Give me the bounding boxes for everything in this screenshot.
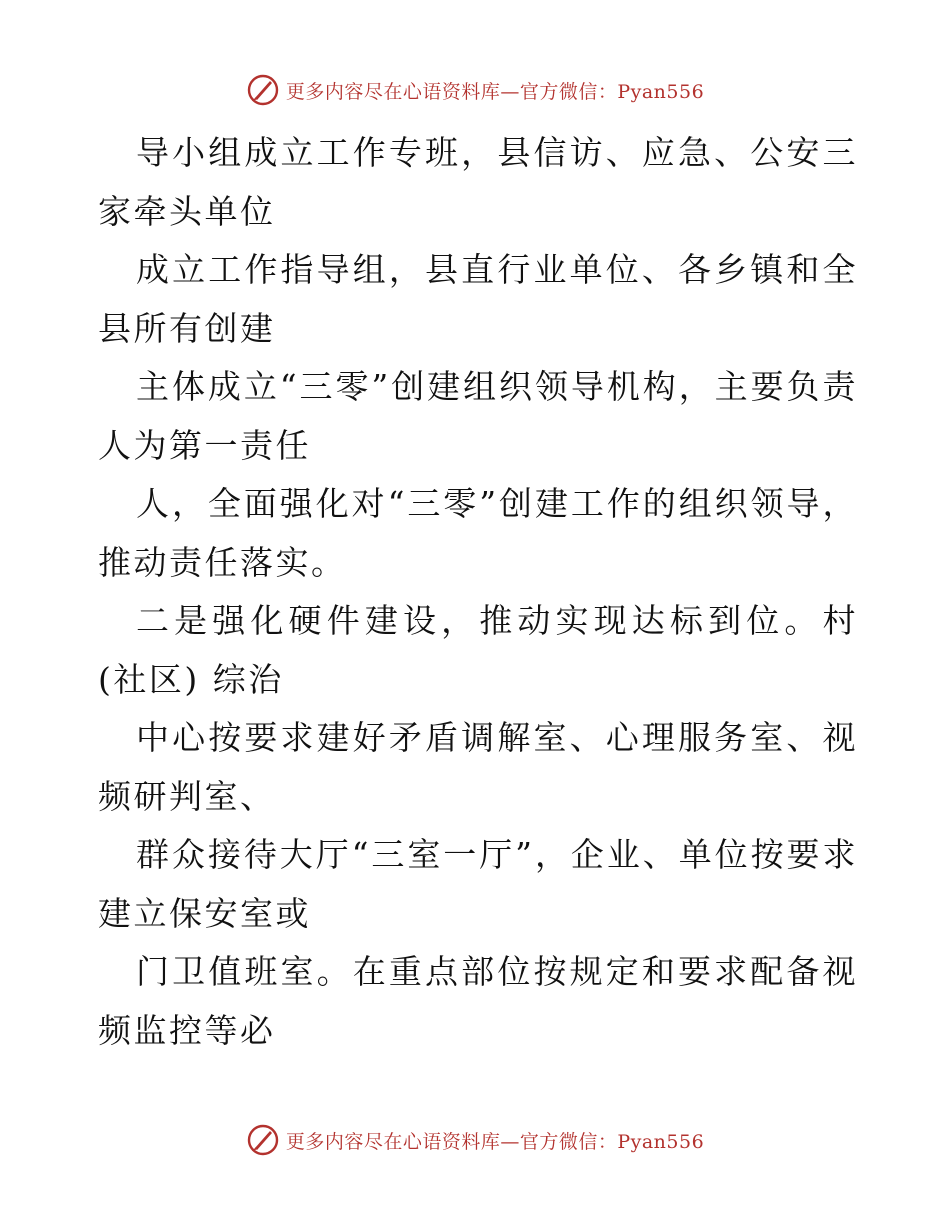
footer-watermark <box>0 1120 950 1160</box>
paragraph: 主体成立“三零”创建组织领导机构，主要负责人为第一责任 <box>98 367 858 465</box>
document-body <box>98 124 858 1060</box>
header-watermark-text: 更多内容尽在心语资料库—官方微信：Pyan556 <box>285 80 705 103</box>
quill-pen-logo-icon <box>246 1123 280 1157</box>
paragraph: 中心按要求建好矛盾调解室、心理服务室、视频研判室、 <box>98 718 858 816</box>
paragraph: 二是强化硬件建设，推动实现达标到位。村(社区) 综治 <box>98 601 858 699</box>
header-watermark <box>0 70 950 110</box>
paragraph: 人，全面强化对“三零”创建工作的组织领导，推动责任落实。 <box>98 484 858 582</box>
quill-pen-logo-icon <box>246 73 280 107</box>
paragraph: 门卫值班室。在重点部位按规定和要求配备视频监控等必 <box>98 952 858 1050</box>
paragraph: 群众接待大厅“三室一厅”，企业、单位按要求建立保安室或 <box>98 835 858 933</box>
footer-watermark-text: 更多内容尽在心语资料库—官方微信：Pyan556 <box>285 1130 705 1153</box>
paragraph: 导小组成立工作专班，县信访、应急、公安三家牵头单位 <box>98 133 858 231</box>
paragraph: 成立工作指导组，县直行业单位、各乡镇和全县所有创建 <box>98 250 858 348</box>
